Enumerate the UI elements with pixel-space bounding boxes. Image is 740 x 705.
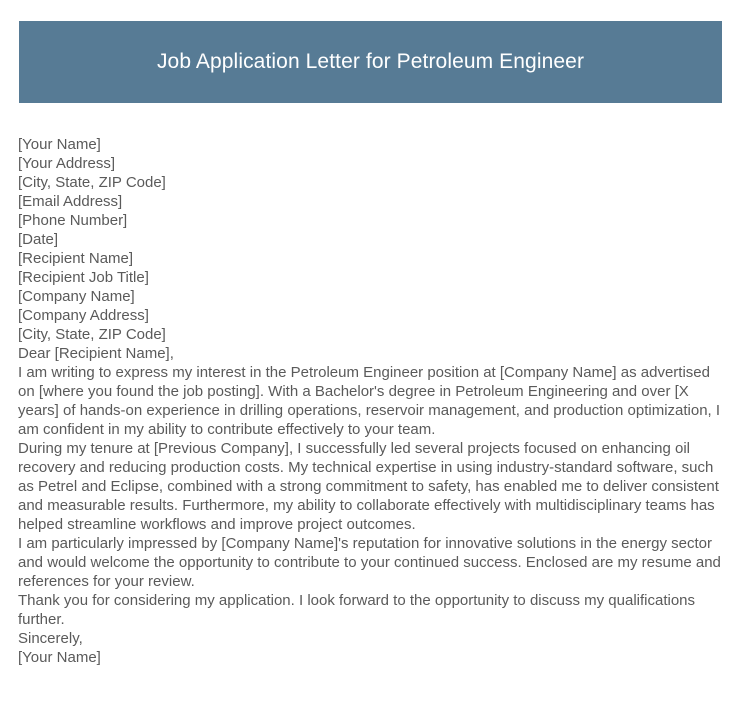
recipient-company-name: [Company Name] xyxy=(18,288,135,305)
recipient-company-address: [Company Address] xyxy=(18,307,149,324)
letter-date: [Date] xyxy=(18,231,59,248)
sender-city-state-zip: [City, State, ZIP Code] xyxy=(18,174,166,191)
letter-body xyxy=(18,135,723,667)
sender-address: [Your Address] xyxy=(18,155,116,172)
closing-signature-name: [Your Name] xyxy=(18,649,101,666)
body-paragraph-1: I am writing to express my interest in the Petroleum Engineer position at [Company Name] as advertised on [where you found the job posting]. With a Bachelor's degree in Petroleum Engineering and over [X years] of hands-on experience in drilling operations, reservoir management, and production optimization, I am confident in my ability to contribute effectively to your team. xyxy=(18,364,721,438)
body-paragraph-2: During my tenure at [Previous Company], I successfully led several projects focused on enhancing oil recovery and reducing production costs. My technical expertise in using industry-standard software, such as Petrel and Eclipse, combined with a strong commitment to safety, has enabled me to deliver consistent and measurable results. Furthermore, my ability to collaborate effectively with multidisciplinary teams has helped streamline workflows and improve project outcomes. xyxy=(18,440,719,533)
sender-name: [Your Name] xyxy=(18,136,101,153)
page-title: Job Application Letter for Petroleum Engineer xyxy=(156,50,585,73)
recipient-job-title: [Recipient Job Title] xyxy=(18,269,149,286)
sender-phone: [Phone Number] xyxy=(18,212,128,229)
recipient-city-state-zip: [City, State, ZIP Code] xyxy=(18,326,166,343)
body-paragraph-3: I am particularly impressed by [Company Name]'s reputation for innovative solutions in the energy sector and would welcome the opportunity to contribute to your continued success. Enclosed are my resume and references for your review. xyxy=(18,535,721,590)
sender-email: [Email Address] xyxy=(18,193,123,210)
closing-sign-off: Sincerely, xyxy=(18,630,83,647)
letter-header-banner xyxy=(19,21,722,103)
recipient-name: [Recipient Name] xyxy=(18,250,134,267)
salutation: Dear [Recipient Name], xyxy=(18,345,174,362)
body-paragraph-4: Thank you for considering my application. I look forward to the opportunity to discuss my qualifications further. xyxy=(18,592,696,628)
